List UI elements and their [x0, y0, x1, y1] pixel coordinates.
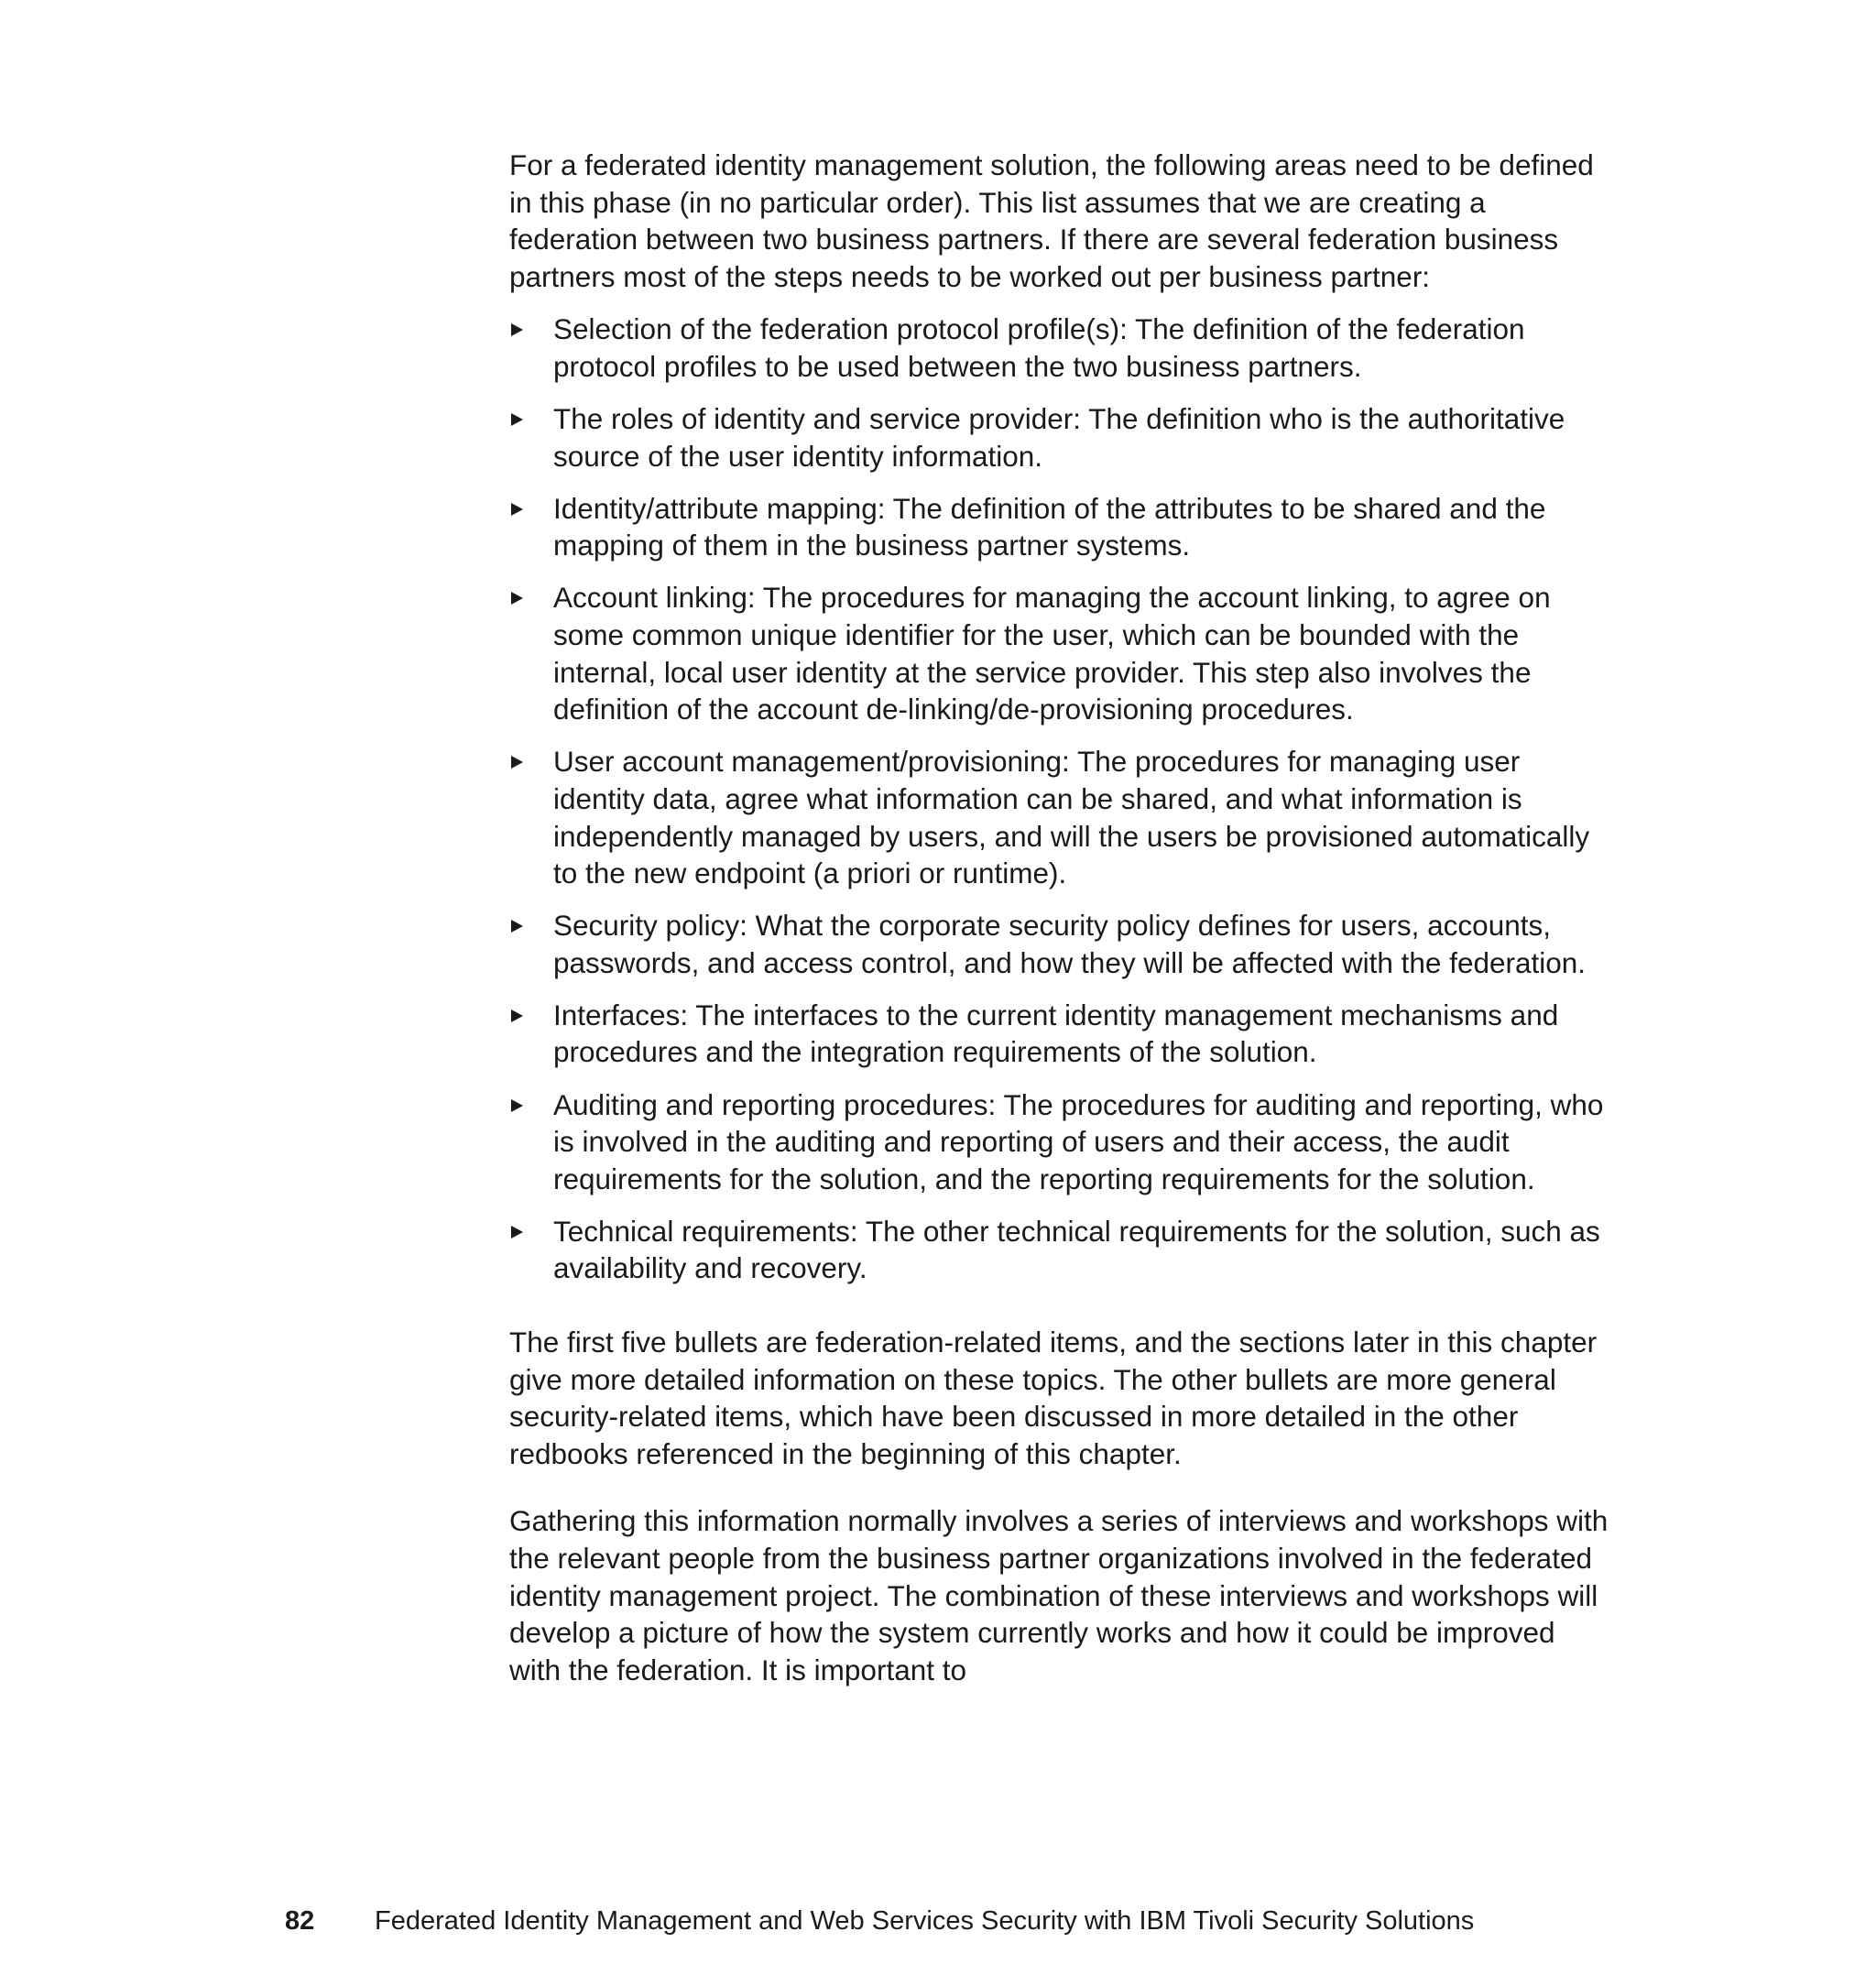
- intro-paragraph: For a federated identity management solution, the following areas need to be defined in this phase (in no particular order). This list assumes that we are creating a federation between two business partners. If there are several federation business partners most of the steps needs to be worked out per business partner:: [509, 148, 1594, 293]
- list-item-text: Selection of the federation protocol profile(s): The definition of the federation protocol profiles to be used between the two business partners.: [553, 312, 1525, 383]
- gathering-paragraph: Gathering this information normally involves a series of interviews and workshops with the relevant people from the business partner organizations involved in the federated identity management project. The combination of these interviews and workshops will develop a picture of how the system currently works and how it could be improved with the federation. It is important to: [509, 1504, 1609, 1686]
- triangle-bullet-icon: [511, 920, 523, 933]
- requirements-list: [509, 311, 1609, 1287]
- triangle-bullet-icon: [511, 413, 523, 426]
- summary-paragraph: The first five bullets are federation-related items, and the sections later in this chapter give more detailed information on these topics. The other bullets are more general security-related items, which have been discussed in more detailed in the other redbooks referenced in the beginning of this chapter.: [509, 1326, 1598, 1470]
- page-number: 82: [285, 1906, 315, 1936]
- list-item: [509, 997, 1609, 1071]
- triangle-bullet-icon: [511, 1226, 523, 1239]
- list-item-text: Security policy: What the corporate security policy defines for users, accounts, passwords, and access control, and how they will be affected with the federation.: [553, 909, 1587, 979]
- book-title: Federated Identity Management and Web Services Security with IBM Tivoli Security Solutions: [375, 1906, 1475, 1936]
- triangle-bullet-icon: [511, 592, 523, 605]
- triangle-bullet-icon: [511, 1009, 523, 1022]
- list-item: [509, 579, 1609, 727]
- triangle-bullet-icon: [511, 323, 523, 336]
- list-item: [509, 743, 1609, 891]
- list-item-text: Auditing and reporting procedures: The procedures for auditing and reporting, who is involved in the auditing and reporting of users and their access, the audit requirements for the solution, and the reporting requirements for the solution.: [553, 1087, 1604, 1195]
- list-item: [509, 1086, 1609, 1198]
- triangle-bullet-icon: [511, 756, 523, 769]
- page-body: [509, 147, 1609, 1688]
- list-item: [509, 400, 1609, 475]
- list-item-text: Identity/attribute mapping: The definition of the attributes to be shared and the mapping of them in the business partner systems.: [553, 491, 1546, 562]
- list-item: [509, 311, 1609, 385]
- list-item: [509, 490, 1609, 564]
- list-item-text: Technical requirements: The other technical requirements for the solution, such as availability and recovery.: [553, 1214, 1600, 1285]
- list-item-text: The roles of identity and service provider: The definition who is the authoritative source of the user identity information.: [553, 402, 1565, 473]
- triangle-bullet-icon: [511, 503, 523, 516]
- list-item: [509, 1213, 1609, 1287]
- list-item-text: Interfaces: The interfaces to the current identity management mechanisms and procedures and the integration requirements of the solution.: [553, 998, 1559, 1069]
- triangle-bullet-icon: [511, 1099, 523, 1112]
- list-item-text: Account linking: The procedures for managing the account linking, to agree on some common unique identifier for the user, which can be bounded with the internal, local user identity at the service provider. This step also involves the definition of the account de-linking/de-provisioning procedures.: [553, 581, 1551, 726]
- list-item: [509, 907, 1609, 981]
- list-item-text: User account management/provisioning: The procedures for managing user identity data, agree what information can be shared, and what information is independently managed by users, and will the users be provisioned automatically to the new endpoint (a priori or runtime).: [553, 745, 1590, 890]
- page-footer: [285, 1905, 1474, 1937]
